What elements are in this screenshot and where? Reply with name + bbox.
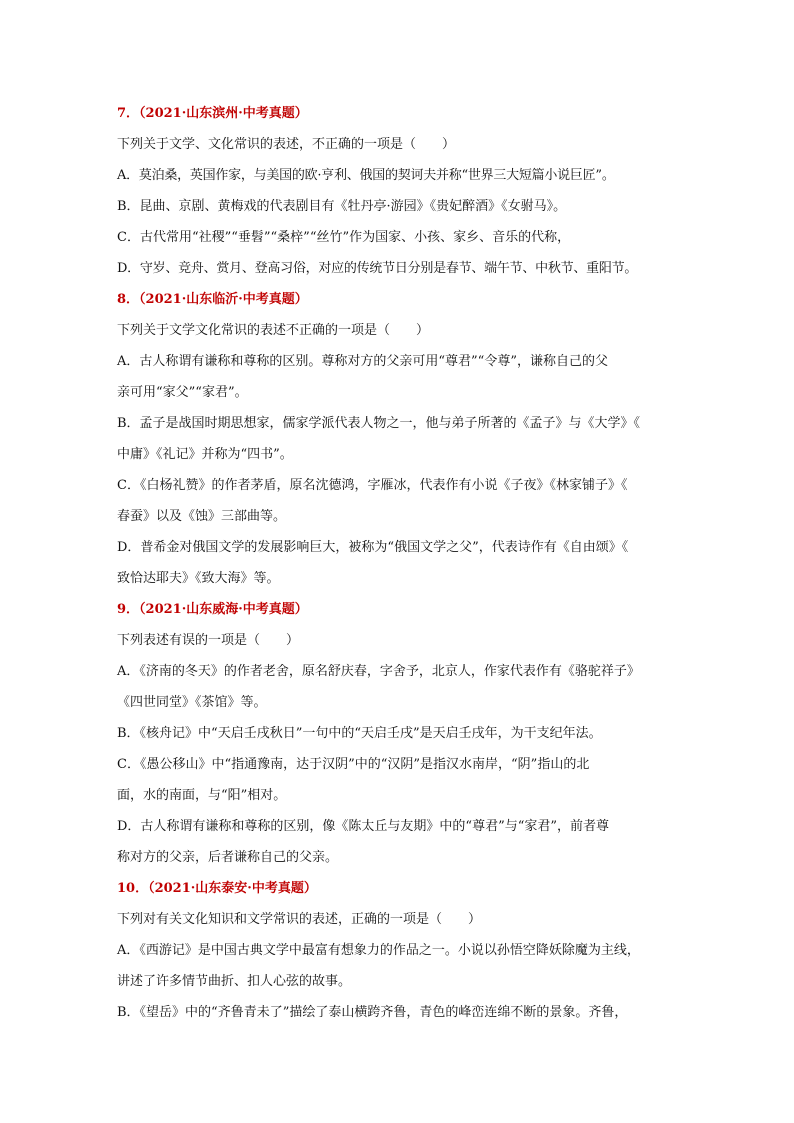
option-b-continued: 中庸》《礼记》并称为“四书”。 xyxy=(117,447,293,462)
option-d: D．古人称谓有谦称和尊称的区别，像《陈太丘与友期》中的“尊君”与“家君”，前者尊 xyxy=(117,819,610,834)
document-page xyxy=(117,98,679,1028)
option-d-continued: 称对方的父亲，后者谦称自己的父亲。 xyxy=(117,850,339,865)
option-a-continued: 《四世同堂》《茶馆》等。 xyxy=(117,695,267,710)
question-9 xyxy=(117,594,679,873)
option-d: D．普希金对俄国文学的发展影响巨大，被称为“俄国文学之父”，代表诗作有《自由颂》《 xyxy=(117,540,629,555)
option-b: B．《核舟记》中“天启壬戌秋日”一句中的“天启壬戌”是天启壬戌年，为干支纪年法。 xyxy=(117,726,602,741)
option-a-continued: 亲可用“家父”“家君”。 xyxy=(117,385,248,400)
option-c: C．《愚公移山》中“指通豫南，达于汉阴”中的“汉阴”是指汉水南岸，“阴”指山的北 xyxy=(117,757,590,772)
option-a: A．《济南的冬天》的作者老舍，原名舒庆春，字舍予，北京人，作家代表作有《骆驼祥子》 xyxy=(117,664,640,679)
question-header: 7．（2021·山东滨州·中考真题） xyxy=(117,106,308,121)
option-a-continued: 讲述了许多情节曲折、扣人心弦的故事。 xyxy=(117,974,352,989)
option-a: A．莫泊桑，英国作家，与美国的欧·亨利、俄国的契诃夫并称“世界三大短篇小说巨匠”。 xyxy=(117,168,615,183)
option-c: C．古代常用“社稷”“垂髫”“桑梓”“丝竹”作为国家、小孩、家乡、音乐的代称， xyxy=(117,230,571,245)
question-stem: 下列表述有误的一项是（ ） xyxy=(117,633,300,648)
question-7 xyxy=(117,98,679,284)
question-header: 8．（2021·山东临沂·中考真题） xyxy=(117,292,308,307)
question-stem: 下列对有关文化知识和文学常识的表述，正确的一项是（ ） xyxy=(117,912,482,927)
option-d-continued: 致恰达耶夫》《致大海》等。 xyxy=(117,571,280,586)
option-b: B．孟子是战国时期思想家，儒家学派代表人物之一，他与弟子所著的《孟子》与《大学》《 xyxy=(117,416,641,431)
question-stem: 下列关于文学、文化常识的表述，不正确的一项是（ ） xyxy=(117,137,456,152)
option-d: D．守岁、竞舟、赏月、登高习俗，对应的传统节日分别是春节、端午节、中秋节、重阳节。 xyxy=(117,261,638,276)
option-c-continued: 面，水的南面，与“阳”相对。 xyxy=(117,788,287,803)
option-a: A．古人称谓有谦称和尊称的区别。尊称对方的父亲可用“尊君”“令尊”，谦称自己的父 xyxy=(117,354,608,369)
question-header: 9．（2021·山东威海·中考真题） xyxy=(117,602,308,617)
question-header: 10．（2021·山东泰安·中考真题） xyxy=(117,881,317,896)
option-b: B．昆曲、京剧、黄梅戏的代表剧目有《牡丹亭·游园》《贵妃醉酒》《女驸马》。 xyxy=(117,199,567,214)
option-c: C．《白杨礼赞》的作者茅盾，原名沈德鸿，字雁冰，代表作有小说《子夜》《林家铺子》《 xyxy=(117,478,628,493)
question-10 xyxy=(117,873,679,1028)
question-stem: 下列关于文学文化常识的表述不正确的一项是（ ） xyxy=(117,323,430,338)
question-8 xyxy=(117,284,679,594)
option-c-continued: 春蚕》以及《蚀》三部曲等。 xyxy=(117,509,287,524)
option-a: A．《西游记》是中国古典文学中最富有想象力的作品之一。小说以孙悟空降妖除魔为主线， xyxy=(117,943,640,958)
option-b: B．《望岳》中的“齐鲁青未了”描绘了泰山横跨齐鲁，青色的峰峦连绵不断的景象。齐鲁， xyxy=(117,1005,628,1020)
